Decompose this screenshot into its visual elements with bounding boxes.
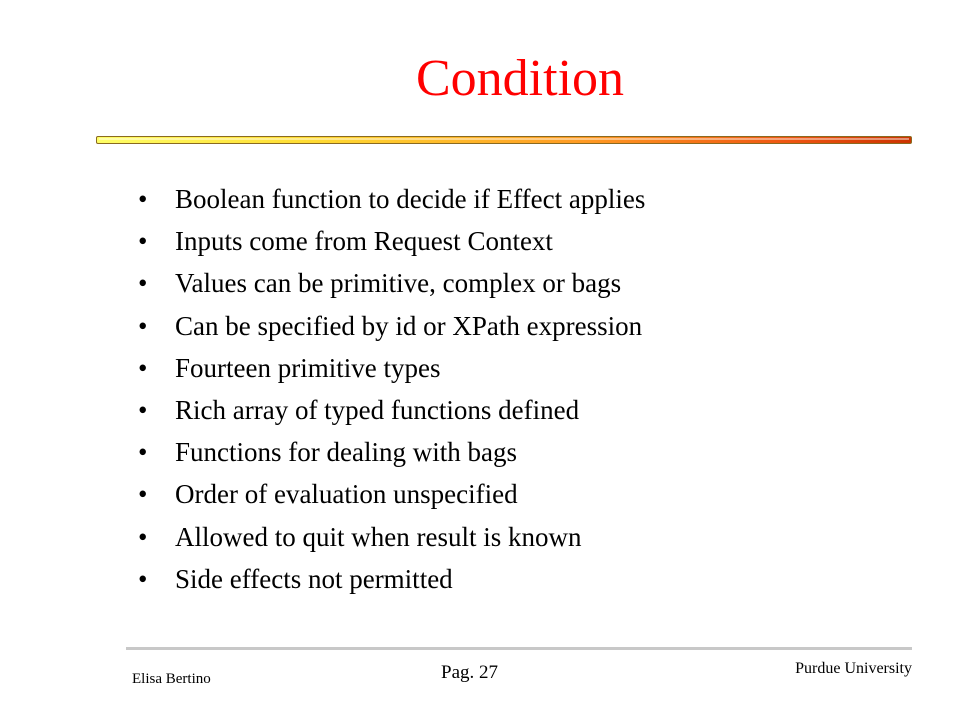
bullet-text: Fourteen primitive types bbox=[175, 352, 441, 383]
title-underline-bar bbox=[96, 136, 912, 144]
bullet-dot-icon: • bbox=[138, 226, 148, 257]
footer-page-number: Pag. 27 bbox=[441, 662, 498, 683]
bullet-item bbox=[138, 262, 645, 304]
bullet-item bbox=[138, 558, 645, 600]
bullet-dot-icon: • bbox=[138, 184, 148, 214]
bullet-dot-icon: • bbox=[138, 437, 148, 468]
bullet-text: Order of evaluation unspecified bbox=[175, 479, 518, 510]
bullet-dot-icon: • bbox=[138, 395, 148, 426]
bullet-dot-icon: • bbox=[138, 479, 148, 510]
bullet-dot-icon: • bbox=[138, 521, 148, 552]
bullet-list bbox=[138, 178, 645, 600]
footer-author: Elisa Bertino bbox=[132, 671, 211, 687]
bullet-text: Allowed to quit when result is known bbox=[175, 521, 582, 552]
bullet-item bbox=[138, 516, 645, 558]
footer-divider bbox=[126, 647, 912, 650]
bullet-text: Boolean function to decide if Effect applies bbox=[175, 184, 646, 214]
bullet-text: Values can be primitive, complex or bags bbox=[175, 268, 622, 299]
bullet-item bbox=[138, 220, 645, 262]
bullet-dot-icon: • bbox=[138, 352, 148, 383]
slide-title: Condition bbox=[415, 50, 625, 107]
bullet-text: Rich array of typed functions defined bbox=[175, 395, 580, 426]
bullet-dot-icon: • bbox=[138, 563, 148, 594]
bullet-item bbox=[138, 347, 645, 389]
bullet-item bbox=[138, 473, 645, 515]
bullet-dot-icon: • bbox=[138, 268, 148, 299]
bullet-text: Side effects not permitted bbox=[175, 563, 453, 594]
bullet-dot-icon: • bbox=[138, 310, 148, 341]
bullet-item bbox=[138, 431, 645, 473]
bullet-text: Functions for dealing with bags bbox=[175, 437, 517, 468]
bullet-item bbox=[138, 178, 645, 220]
bullet-text: Can be specified by id or XPath expression bbox=[175, 310, 643, 341]
bullet-item bbox=[138, 389, 645, 431]
bullet-item bbox=[138, 305, 645, 347]
footer-organization: Purdue University bbox=[795, 660, 912, 677]
bullet-text: Inputs come from Request Context bbox=[175, 226, 553, 257]
